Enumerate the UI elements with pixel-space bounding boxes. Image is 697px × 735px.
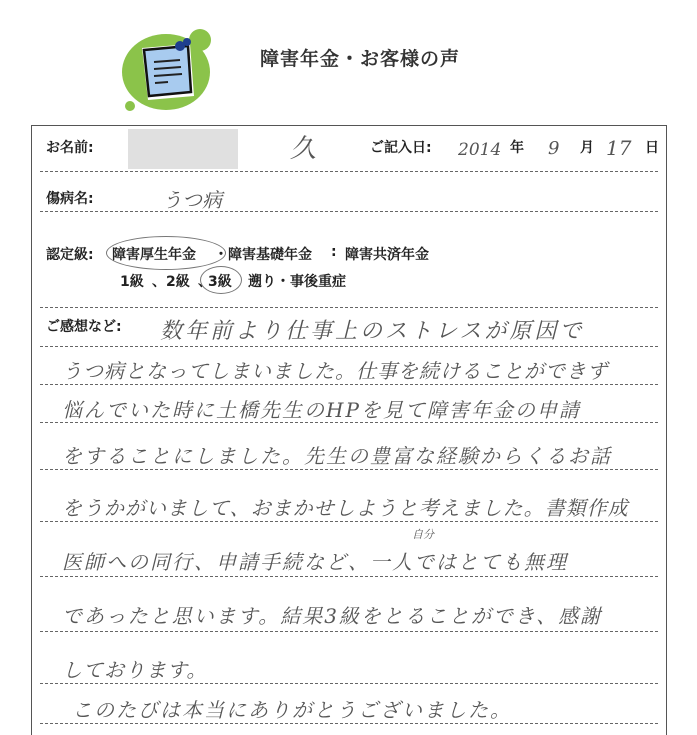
divider bbox=[40, 631, 658, 632]
insertion-note: 自分 bbox=[412, 528, 434, 541]
comments-label: ご感想など: bbox=[46, 319, 122, 335]
notepad-icon bbox=[118, 26, 218, 112]
date-day: 17 bbox=[606, 136, 632, 160]
separator: ・ bbox=[214, 247, 228, 263]
diagnosis-value: うつ病 bbox=[162, 188, 222, 212]
pension-type-mutual: 障害共済年金 bbox=[345, 247, 429, 263]
diagnosis-label: 傷病名: bbox=[46, 191, 94, 207]
divider bbox=[40, 469, 658, 470]
date-month: 9 bbox=[548, 138, 560, 159]
divider bbox=[40, 521, 658, 522]
comment-line: うつ病となってしまいました。仕事を続けることができず bbox=[62, 359, 608, 383]
divider bbox=[40, 576, 658, 577]
certification-extra: 遡り・事後重症 bbox=[248, 274, 346, 290]
pension-type-employees: 障害厚生年金 bbox=[112, 247, 196, 263]
selected-grade-circle bbox=[200, 266, 242, 294]
comment-line: このたびは本当にありがとうございました。 bbox=[72, 698, 512, 722]
pension-type-basic: 障害基礎年金 bbox=[228, 247, 312, 263]
name-label: お名前: bbox=[46, 140, 94, 156]
page-title: 障害年金・お客様の声 bbox=[260, 48, 461, 70]
comment-line: 数年前より仕事上のストレスが原因で bbox=[160, 319, 585, 344]
comment-line: であったと思います。結果3級をとることができ、感謝 bbox=[62, 604, 603, 628]
divider bbox=[40, 211, 658, 212]
divider bbox=[40, 723, 658, 724]
month-unit: 月 bbox=[580, 140, 594, 156]
date-label: ご記入日: bbox=[370, 140, 432, 156]
divider bbox=[40, 171, 658, 172]
divider bbox=[40, 384, 658, 385]
separator: : bbox=[331, 244, 337, 260]
testimonial-form bbox=[31, 125, 667, 735]
name-initial: 久 bbox=[290, 134, 317, 164]
selected-pension-circle bbox=[106, 236, 226, 270]
divider bbox=[40, 683, 658, 684]
comment-line: 悩んでいた時に土橋先生のHPを見て障害年金の申請 bbox=[62, 398, 581, 422]
comment-line: をすることにしました。先生の豊富な経験からくるお話 bbox=[62, 444, 612, 468]
divider bbox=[40, 307, 658, 308]
divider bbox=[40, 422, 658, 423]
grade-3: 3級 bbox=[208, 274, 232, 290]
divider bbox=[40, 346, 658, 347]
date-year: 2014 bbox=[458, 140, 502, 160]
comment-line: をうかがいまして、おまかせしようと考えました。書類作成 bbox=[62, 496, 629, 520]
year-unit: 年 bbox=[510, 140, 524, 156]
day-unit: 日 bbox=[645, 140, 659, 156]
name-redacted bbox=[128, 129, 238, 169]
certification-label: 認定級: bbox=[46, 247, 94, 263]
grade-2: 2級 bbox=[166, 274, 190, 290]
grade-1: 1級 bbox=[120, 274, 144, 290]
comment-line: 医師への同行、申請手続など、一人ではとても無理 bbox=[62, 550, 568, 574]
comment-line: しております。 bbox=[62, 658, 208, 682]
